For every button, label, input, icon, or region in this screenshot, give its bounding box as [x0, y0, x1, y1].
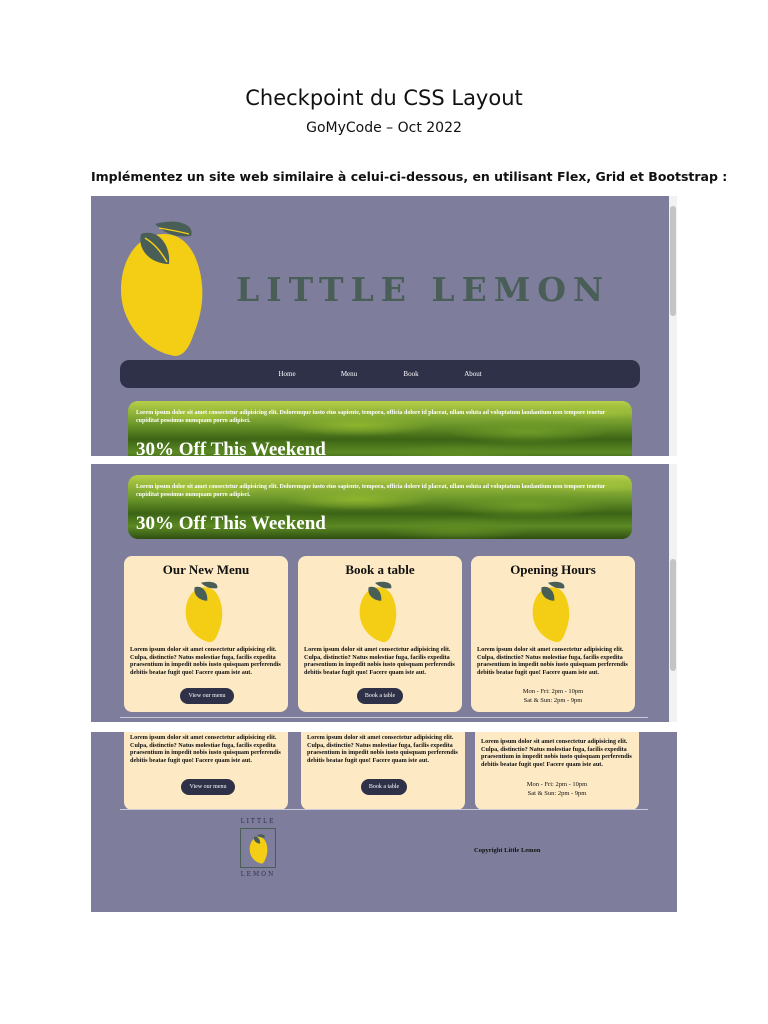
- footer-logo-bottom: LEMON: [240, 871, 276, 878]
- document-title: Checkpoint du CSS Layout: [245, 86, 523, 110]
- card-menu: [124, 556, 288, 712]
- weekday-hours: Mon - Fri: 2pm - 10pm: [522, 688, 584, 695]
- card-text: Lorem ipsum dolor sit amet consectetur adipisicing elit. Culpa, distinctio? Natus molestiae fuga, facilis expedita praesentium in impedit nobis iusto quisquam perferendis debitis beatae fugit quo! Facere quam iste aut.: [307, 734, 458, 764]
- scrollbar[interactable]: [669, 196, 677, 456]
- card-text: Lorem ipsum dolor sit amet consectetur adipisicing elit. Culpa, distinctio? Natus molestiae fuga, facilis expedita praesentium in impedit nobis iusto quisquam perferendis debitis beatae fugit quo! Facere quam iste aut.: [130, 734, 281, 764]
- opening-hours: [471, 687, 635, 705]
- card-title: Our New Menu: [162, 562, 250, 577]
- nav-link-book[interactable]: Book: [403, 370, 419, 378]
- card-book: [301, 732, 465, 810]
- screenshot-footer: [91, 732, 677, 912]
- book-table-button[interactable]: Book a table: [357, 688, 403, 704]
- hero-banner: [128, 401, 632, 456]
- lemon-icon: [531, 581, 573, 643]
- lemon-icon: [358, 581, 400, 643]
- card-text: Lorem ipsum dolor sit amet consectetur adipisicing elit. Culpa, distinctio? Natus molestiae fuga, facilis expedita praesentium in impedit nobis iusto quisquam perferendis debitis beatae fugit quo! Facere quam iste aut.: [130, 646, 281, 676]
- nav-link-menu[interactable]: Menu: [340, 370, 358, 378]
- card-menu: [124, 732, 288, 810]
- card-text: Lorem ipsum dolor sit amet consectetur adipisicing elit. Culpa, distinctio? Natus molestiae fuga, facilis expedita praesentium in impedit nobis iusto quisquam perferendis debitis beatae fugit quo! Facere quam iste aut.: [304, 646, 455, 676]
- footer-logo-frame: [240, 828, 276, 868]
- lemon-icon: [249, 834, 269, 864]
- instruction-text: Implémentez un site web similaire à celui-ci-dessous, en utilisant Flex, Grid et Bootstrap :: [91, 169, 728, 184]
- card-book: [298, 556, 462, 712]
- navbar: [120, 360, 640, 388]
- hero-banner: [128, 475, 632, 539]
- hero-text: Lorem ipsum dolor sit amet consectetur adipisicing elit. Doloremque iusto eius sapiente, tempora, officia dolore id placeat, ullam soluta ad voluptatum laudantium non tempore tenetur cupiditat possimus numquam porro adipisci.: [136, 484, 606, 498]
- weekday-hours: Mon - Fri: 2pm - 10pm: [526, 781, 588, 788]
- card-text: Lorem ipsum dolor sit amet consectetur adipisicing elit. Culpa, distinctio? Natus molestiae fuga, facilis expedita praesentium in impedit nobis iusto quisquam perferendis debitis beatae fugit quo! Facere quam iste aut.: [477, 646, 628, 676]
- weekend-hours: Sat & Sun: 2pm - 9pm: [527, 790, 587, 797]
- book-table-button[interactable]: Book a table: [361, 779, 407, 795]
- card-hours: [471, 556, 635, 712]
- divider: [120, 717, 648, 718]
- card-text: Lorem ipsum dolor sit amet consectetur adipisicing elit. Culpa, distinctio? Natus molestiae fuga, facilis expedita praesentium in impedit nobis iusto quisquam perferendis debitis beatae fugit quo! Facere quam iste aut.: [481, 738, 632, 768]
- divider: [120, 809, 648, 810]
- footer-logo-top: LITTLE: [240, 818, 276, 825]
- footer-logo: [238, 818, 278, 878]
- lemon-icon: [184, 581, 226, 643]
- view-menu-button[interactable]: View our menu: [180, 688, 234, 704]
- copyright-text: Copyright Little Lemon: [474, 847, 541, 854]
- lemon-logo-icon: [119, 220, 209, 358]
- screenshot-cards: [91, 464, 677, 722]
- card-title: Book a table: [345, 562, 415, 577]
- hero-title: 30% Off This Weekend: [136, 513, 326, 534]
- brand-name: LITTLE LEMON: [236, 270, 611, 309]
- view-menu-button[interactable]: View our menu: [181, 779, 235, 795]
- card-title: Opening Hours: [510, 562, 596, 577]
- scrollbar[interactable]: [669, 464, 677, 722]
- hero-text: Lorem ipsum dolor sit amet consectetur adipisicing elit. Doloremque iusto eius sapiente, tempora, officia dolore id placeat, ullam soluta ad voluptatum laudantium non tempore tenetur cupiditat possimus numquam porro adipisci.: [136, 410, 606, 424]
- opening-hours: [475, 780, 639, 798]
- card-hours: [475, 732, 639, 810]
- hero-title: 30% Off This Weekend: [136, 439, 326, 456]
- nav-link-home[interactable]: Home: [278, 370, 296, 378]
- screenshot-header: [91, 196, 677, 456]
- nav-link-about[interactable]: About: [464, 370, 482, 378]
- document-subtitle: GoMyCode – Oct 2022: [306, 120, 462, 136]
- weekend-hours: Sat & Sun: 2pm - 9pm: [523, 697, 583, 704]
